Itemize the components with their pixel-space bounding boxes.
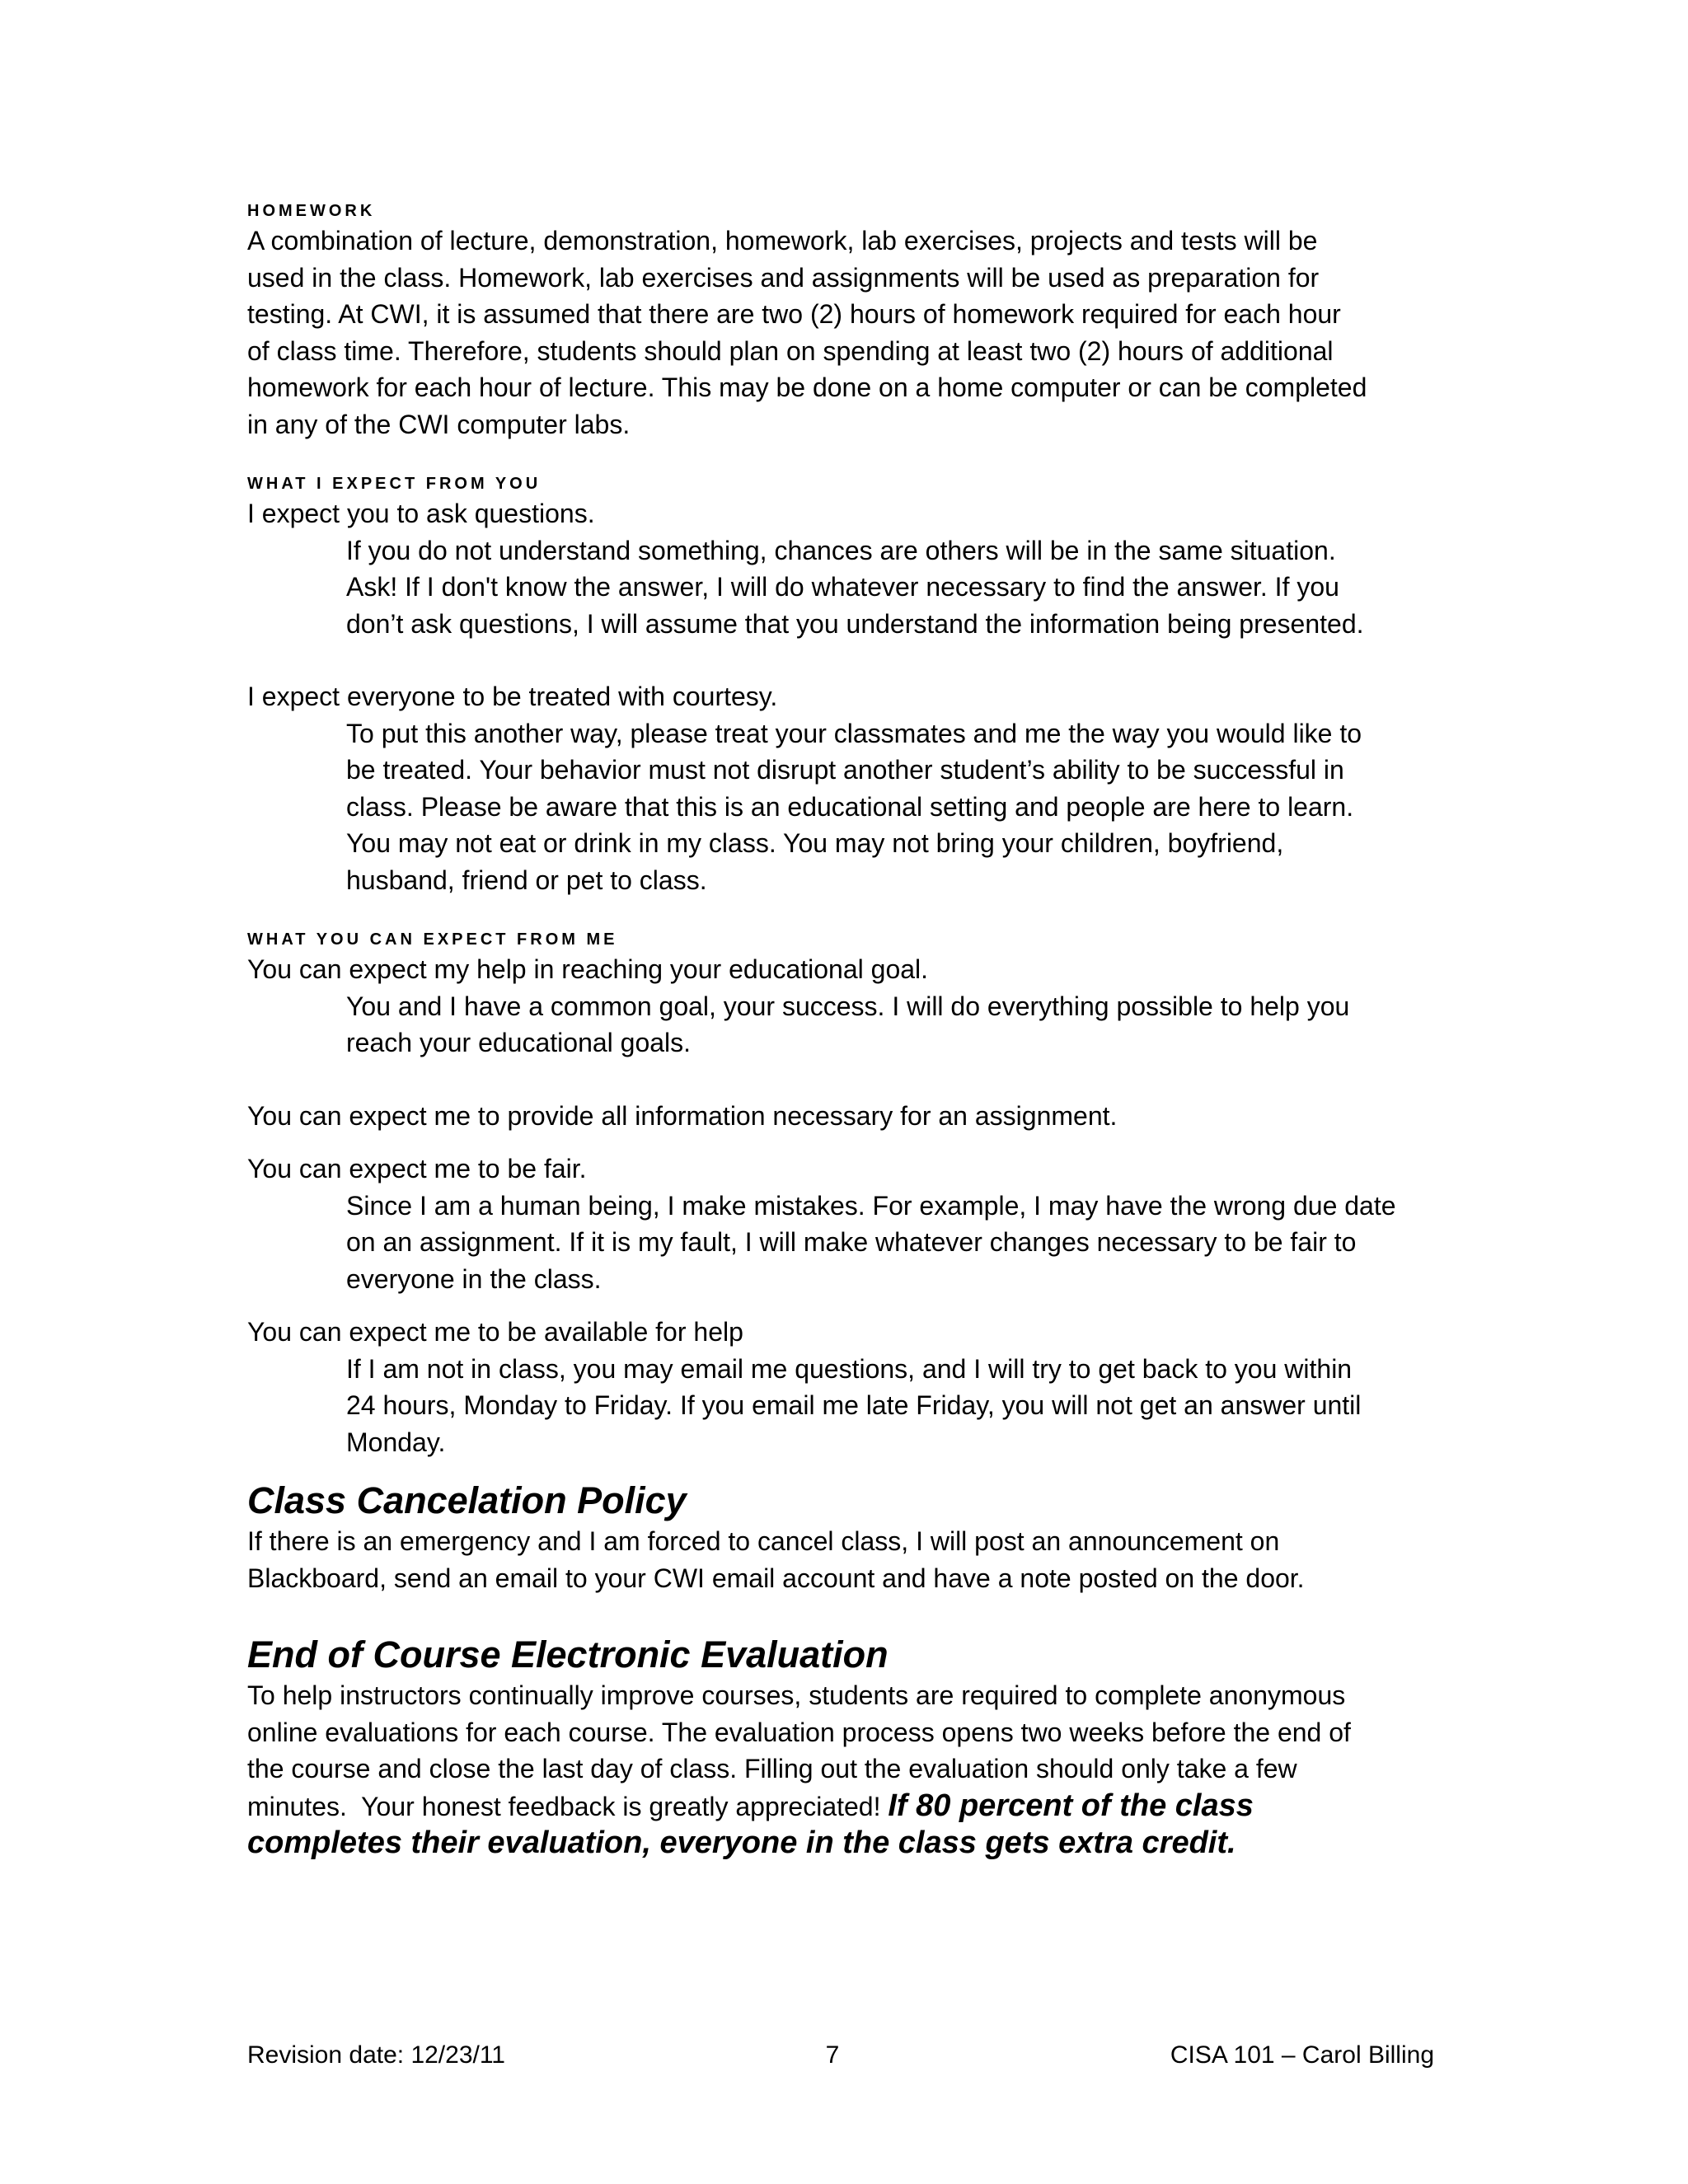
evaluation-heading: End of Course Electronic Evaluation: [247, 1633, 889, 1675]
expectation-title: You can expect me to be available for help: [247, 1317, 743, 1347]
page-footer: [247, 2037, 1434, 2074]
expectation-detail-line: You and I have a common goal, your success. I will do everything possible to help you: [346, 991, 1350, 1021]
expectation-detail-line: If I am not in class, you may email me questions, and I will try to get back to you within: [346, 1353, 1353, 1384]
homework-line: testing. At CWI, it is assumed that there are two (2) hours of homework required for each hour: [247, 299, 1341, 329]
homework-heading: HOMEWORK: [247, 202, 376, 220]
expectation-title: I expect you to ask questions.: [247, 499, 595, 528]
expectation-title: You can expect me to be fair.: [247, 1154, 587, 1183]
evaluation-line: [247, 1788, 1434, 1825]
expect-from-me-heading: WHAT YOU CAN EXPECT FROM ME: [247, 930, 618, 949]
expectation-detail-line: on an assignment. If it is my fault, I will make whatever changes necessary to be fair to: [346, 1227, 1357, 1257]
expectation-detail-line: 24 hours, Monday to Friday. If you email me late Friday, you will not get an answer until: [346, 1390, 1362, 1420]
expect-from-you-heading: WHAT I EXPECT FROM YOU: [247, 475, 542, 493]
expectation-detail-line: Since I am a human being, I make mistakes. For example, I may have the wrong due date: [346, 1190, 1396, 1221]
evaluation-plain-text: minutes. Your honest feedback is greatly appreciated!: [247, 1791, 889, 1821]
expectation-detail-line: class. Please be aware that this is an educational setting and people are here to learn.: [346, 791, 1354, 822]
expectation-detail-line: Ask! If I don't know the answer, I will do whatever necessary to find the answer. If you: [346, 572, 1339, 602]
expectation-detail-line: don’t ask questions, I will assume that you understand the information being presented.: [346, 608, 1364, 639]
revision-date: Revision date: 12/23/11: [247, 2041, 505, 2069]
extra-credit-emphasis: If 80 percent of the class: [888, 1788, 1254, 1823]
page-number: 7: [825, 2041, 840, 2069]
expectation-detail-line: reach your educational goals.: [346, 1028, 692, 1057]
expectation-title: I expect everyone to be treated with courtesy.: [247, 682, 778, 711]
expectation-title: You can expect my help in reaching your educational goal.: [247, 954, 929, 984]
cancelation-line: If there is an emergency and I am forced to cancel class, I will post an announcement on: [247, 1526, 1280, 1556]
cancelation-heading: Class Cancelation Policy: [247, 1479, 687, 1521]
expectation-detail-line: Monday.: [346, 1427, 446, 1457]
evaluation-line: To help instructors continually improve courses, students are required to complete anonymous: [247, 1680, 1346, 1710]
homework-line: of class time. Therefore, students should plan on spending at least two (2) hours of additional: [247, 335, 1334, 366]
expectation-detail-line: husband, friend or pet to class.: [346, 865, 707, 895]
extra-credit-emphasis: completes their evaluation, everyone in the class gets extra credit.: [247, 1825, 1236, 1860]
homework-line: A combination of lecture, demonstration, homework, lab exercises, projects and tests will be: [247, 226, 1318, 255]
course-author: CISA 101 – Carol Billing: [1170, 2041, 1434, 2069]
expectation-detail-line: You may not eat or drink in my class. You may not bring your children, boyfriend,: [346, 828, 1284, 858]
homework-line: used in the class. Homework, lab exercises and assignments will be used as preparation for: [247, 262, 1320, 293]
evaluation-line: the course and close the last day of class. Filling out the evaluation should only take a few: [247, 1754, 1297, 1783]
cancelation-line: Blackboard, send an email to your CWI email account and have a note posted on the door.: [247, 1563, 1305, 1593]
expectation-detail-line: be treated. Your behavior must not disrupt another student’s ability to be successful in: [346, 755, 1344, 785]
homework-line: homework for each hour of lecture. This may be done on a home computer or can be completed: [247, 373, 1367, 402]
expectation-title: You can expect me to provide all information necessary for an assignment.: [247, 1100, 1118, 1131]
homework-line: in any of the CWI computer labs.: [247, 409, 631, 439]
evaluation-line: online evaluations for each course. The evaluation process opens two weeks before the end of: [247, 1717, 1351, 1747]
page-content: [247, 199, 1434, 1863]
expectation-detail-line: everyone in the class.: [346, 1263, 602, 1294]
expectation-detail-line: To put this another way, please treat your classmates and me the way you would like to: [346, 718, 1362, 748]
expectation-detail-line: If you do not understand something, chances are others will be in the same situation.: [346, 535, 1336, 565]
evaluation-line: [247, 1825, 1434, 1863]
